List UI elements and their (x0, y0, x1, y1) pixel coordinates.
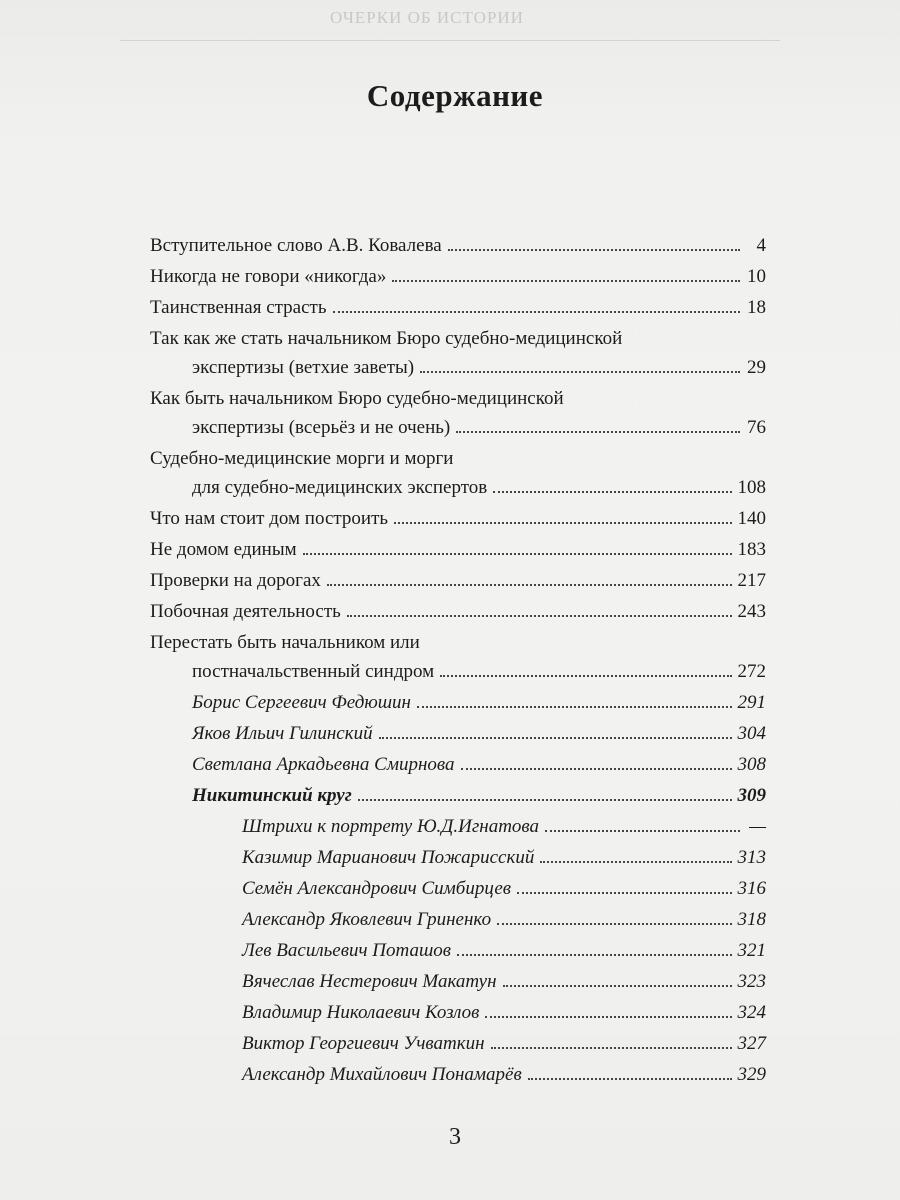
toc-page-number: 291 (737, 692, 766, 713)
dot-leader (440, 675, 731, 677)
toc-page-number: 10 (747, 266, 766, 287)
dot-leader (503, 985, 732, 987)
dot-leader (379, 737, 732, 739)
toc-page-number: 4 (756, 235, 766, 256)
toc-entry[interactable] (150, 997, 766, 1028)
toc-entry-title: Как быть начальником Бюро судебно-медицинской (150, 388, 564, 409)
toc-entry-title: Проверки на дорогах (150, 570, 321, 591)
toc-entry[interactable] (150, 966, 766, 997)
toc-entry[interactable] (150, 904, 766, 935)
toc-entry-title: Семён Александрович Симбирцев (242, 878, 512, 899)
dot-leader (540, 861, 731, 863)
dot-leader (457, 954, 731, 956)
toc-entry-title: постначальственный синдром (192, 661, 435, 682)
dot-leader (497, 923, 731, 925)
dot-leader (528, 1078, 732, 1080)
toc-entry-title: Штрихи к портрету Ю.Д.Игнатова (242, 816, 540, 837)
toc-entry[interactable] (150, 842, 766, 873)
toc-entry-title: Казимир Марианович Пожарисский (242, 847, 535, 868)
toc-entry-title: Борис Сергеевич Федюшин (192, 692, 411, 713)
toc-entry-title: Никогда не говори «никогда» (150, 266, 387, 287)
toc-page-number: 76 (747, 417, 766, 438)
toc-entry-title: для судебно-медицинских экспертов (192, 477, 488, 498)
toc-entry[interactable] (150, 780, 766, 811)
toc-page-number: 321 (737, 940, 766, 961)
toc-page-number: 29 (747, 357, 766, 378)
toc-entry-title: Лев Васильевич Поташов (242, 940, 452, 961)
toc-entry[interactable] (150, 1028, 766, 1059)
toc-entry-title: Никитинский круг (192, 785, 352, 806)
toc-entry-title: Светлана Аркадьевна Смирнова (192, 754, 455, 775)
dot-leader (491, 1047, 732, 1049)
dot-leader (545, 830, 740, 832)
toc-page-number: 108 (737, 477, 766, 498)
dot-leader (420, 371, 740, 373)
dot-leader (358, 799, 732, 801)
dot-leader (392, 280, 740, 282)
toc-entry[interactable] (150, 230, 766, 261)
toc-entry-title: Что нам стоит дом построить (150, 508, 389, 529)
toc-entry-title: Александр Яковлевич Гриненко (242, 909, 492, 930)
toc-page-number: 183 (737, 539, 766, 560)
toc-page-number: 316 (737, 878, 766, 899)
toc-entry[interactable] (150, 325, 766, 383)
toc-entry[interactable] (150, 503, 766, 534)
toc-entry[interactable] (150, 873, 766, 904)
toc-entry-title: Вступительное слово А.В. Ковалева (150, 235, 442, 256)
dot-leader (448, 249, 740, 251)
toc-page-number: 140 (737, 508, 766, 529)
toc-entry[interactable] (150, 749, 766, 780)
toc-entry[interactable] (150, 718, 766, 749)
toc-entry[interactable] (150, 565, 766, 596)
toc-entry-title: Побочная деятельность (150, 601, 341, 622)
toc-entry-title: Виктор Георгиевич Учваткин (242, 1033, 485, 1054)
header-rule (120, 40, 780, 41)
toc-page-number: 243 (737, 601, 766, 622)
toc-entry-title: Перестать быть начальником или (150, 632, 420, 653)
toc-entry[interactable] (150, 292, 766, 323)
toc-entry[interactable] (150, 261, 766, 292)
toc-entry[interactable] (150, 445, 766, 503)
toc-entry[interactable] (150, 596, 766, 627)
toc-entry-title: экспертизы (ветхие заветы) (192, 357, 415, 378)
toc-page-number: 18 (747, 297, 766, 318)
toc-page-number: — (749, 816, 766, 837)
toc-entry[interactable] (150, 1059, 766, 1090)
toc-entry-title: Таинственная страсть (150, 297, 327, 318)
toc-page-number: 309 (737, 785, 766, 806)
toc-entry-title: Вячеслав Нестерович Макатун (242, 971, 497, 992)
table-of-contents (150, 230, 766, 1090)
dot-leader (333, 311, 741, 313)
toc-entry-title: Так как же стать начальником Бюро судебно-медицинской (150, 328, 623, 349)
dot-leader (485, 1016, 731, 1018)
toc-entry-title: Яков Ильич Гилинский (192, 723, 373, 744)
toc-entry[interactable] (150, 687, 766, 718)
toc-page-number: 272 (737, 661, 766, 682)
toc-page-number: 308 (737, 754, 766, 775)
toc-page-number: 323 (737, 971, 766, 992)
toc-page-number: 313 (737, 847, 766, 868)
dot-leader (394, 522, 731, 524)
dot-leader (517, 892, 731, 894)
toc-page-number: 318 (737, 909, 766, 930)
toc-entry[interactable] (150, 534, 766, 565)
dot-leader (493, 491, 731, 493)
dot-leader (461, 768, 732, 770)
toc-entry-title: Не домом единым (150, 539, 297, 560)
dot-leader (347, 615, 732, 617)
toc-entry-title: Александр Михайлович Понамарёв (242, 1064, 522, 1085)
page-number: 3 (449, 1124, 461, 1150)
toc-entry[interactable] (150, 629, 766, 687)
toc-entry-title: Судебно-медицинские морги и морги (150, 448, 454, 469)
toc-entry[interactable] (150, 811, 766, 842)
toc-page-number: 304 (737, 723, 766, 744)
toc-entry[interactable] (150, 385, 766, 443)
toc-entry-title: Владимир Николаевич Козлов (242, 1002, 480, 1023)
page-title: Содержание (366, 78, 544, 113)
running-header-bleed: ОЧЕРКИ ОБ ИСТОРИИ (330, 8, 524, 27)
dot-leader (417, 706, 732, 708)
toc-entry[interactable] (150, 935, 766, 966)
toc-entry-title: экспертизы (всерьёз и не очень) (192, 417, 451, 438)
dot-leader (456, 431, 740, 433)
toc-page-number: 329 (737, 1064, 766, 1085)
toc-page-number: 327 (737, 1033, 766, 1054)
toc-page-number: 324 (737, 1002, 766, 1023)
toc-page-number: 217 (737, 570, 766, 591)
dot-leader (303, 553, 732, 555)
dot-leader (327, 584, 732, 586)
